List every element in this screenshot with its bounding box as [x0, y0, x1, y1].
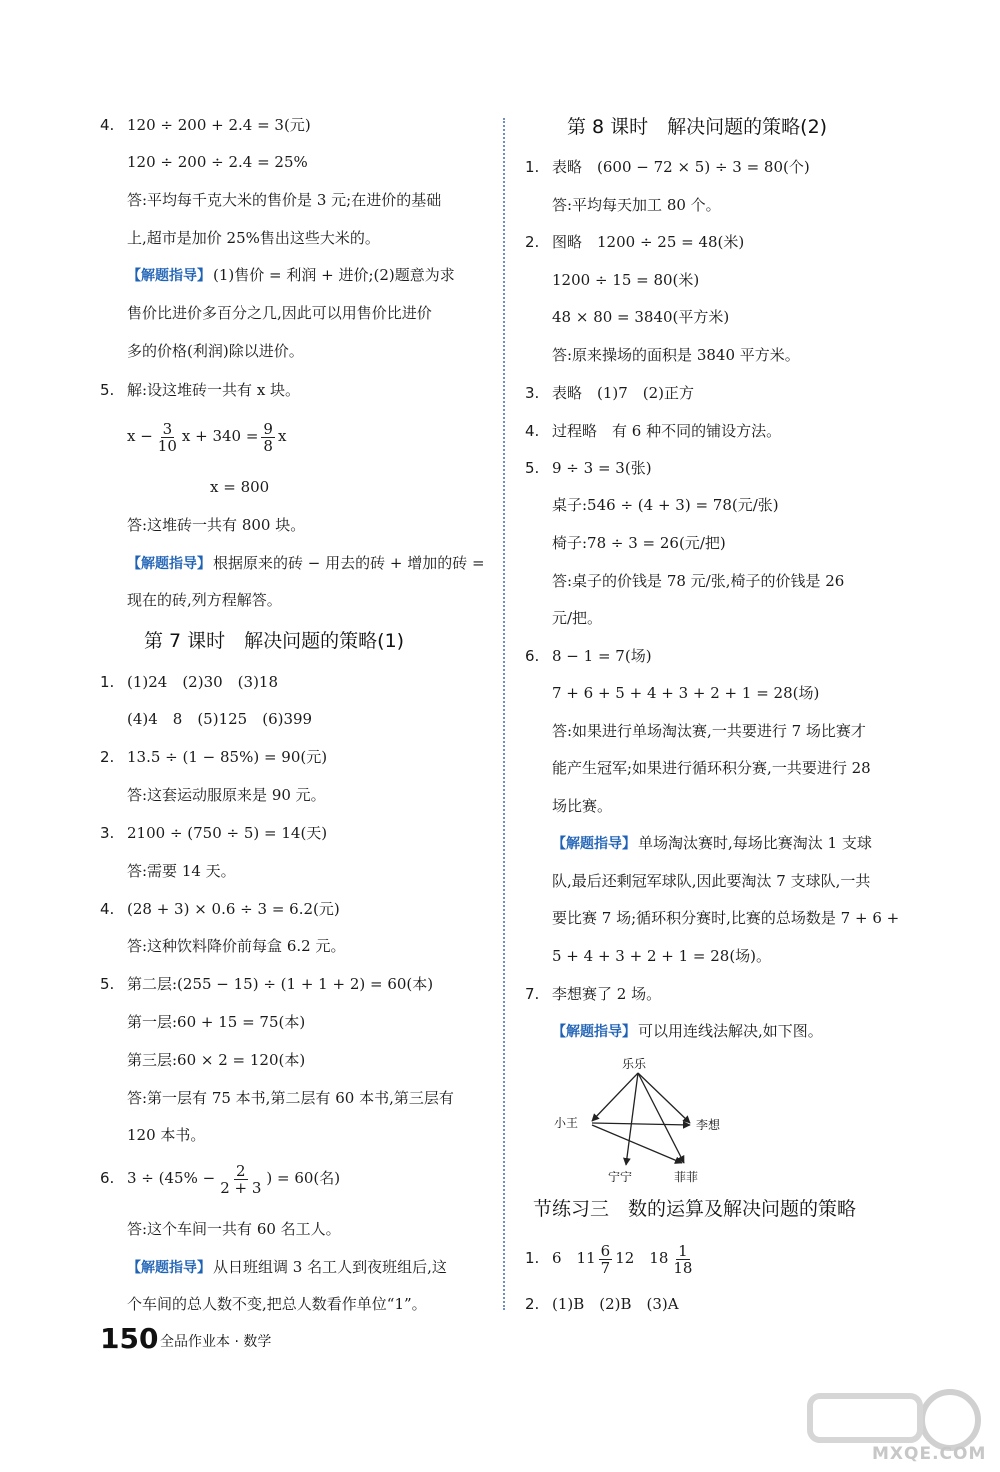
q5-equation: x − $\frac{3}{10}$ x + 340 = $\frac{9}{8}$ x — [127, 419, 287, 455]
q5-tip-1: 【解题指导】 根据原来的砖 − 用去的砖 + 增加的砖 = — [127, 552, 485, 575]
q4-tip-3: 多的价格(利润)除以进价。 — [127, 342, 304, 360]
node-lele: 乐乐 — [622, 1057, 647, 1071]
s7-q5-line-3: 第三层:60 × 2 = 120(本) — [127, 1051, 306, 1069]
s7-q4-line-1: 4. (28 + 3) × 0.6 ÷ 3 = 6.2(元) — [100, 900, 340, 918]
page-number: 150 — [100, 1322, 159, 1355]
node-ningning: 宁宁 — [608, 1170, 633, 1184]
s8-q7-tip-1: 【解题指导】 可以用连线法解决,如下图。 — [552, 1020, 823, 1043]
book-title: 全品作业本 · 数学 — [160, 1334, 272, 1350]
s7-q2-line-1: 2. 13.5 ÷ (1 − 85%) = 90(元) — [100, 748, 328, 766]
fraction: $\frac{6}{7}$ — [600, 1241, 611, 1277]
s7-q4-answer: 答:这种饮料降价前每盒 6.2 元。 — [127, 937, 346, 955]
s8-q5-line-1: 5. 9 ÷ 3 = 3(张) — [525, 459, 652, 477]
match-diagram — [550, 1055, 740, 1185]
s8-q6-answer-3: 场比赛。 — [552, 797, 613, 815]
fraction: $\frac{2}{2 + 3}$ — [220, 1161, 262, 1197]
s8-q6-answer-1: 答:如果进行单场淘汰赛,一共要进行 7 场比赛才 — [552, 722, 866, 740]
s8-q4-line-1: 4. 过程略 有 6 种不同的铺设方法。 — [525, 422, 782, 440]
s7-q5-line-1: 5. 第二层:(255 − 15) ÷ (1 + 1 + 2) = 60(本) — [100, 975, 434, 993]
s8-q6-tip-2: 队,最后还剩冠军球队,因此要淘汰 7 支球队,一共 — [552, 872, 871, 890]
fraction: $\frac{1}{18}$ — [673, 1241, 693, 1277]
edge-xiaowang-feifei — [592, 1125, 682, 1163]
s7-q6-answer: 答:这个车间一共有 60 名工人。 — [127, 1220, 341, 1238]
node-xiaowang: 小王 — [554, 1116, 579, 1130]
s8-q5-answer-1: 答:桌子的价钱是 78 元/张,椅子的价钱是 26 — [552, 572, 845, 590]
edge-xiaowang-lixiang — [592, 1123, 690, 1125]
s7-q5-line-2: 第一层:60 + 15 = 75(本) — [127, 1013, 306, 1031]
q4-answer-2: 上,超市是加价 25%售出这些大米的。 — [127, 229, 380, 247]
section-7-title: 第 7 课时 解决问题的策略(1) — [144, 630, 405, 652]
q5-answer: 答:这堆砖一共有 800 块。 — [127, 516, 306, 534]
s8-q6-line-1: 6. 8 − 1 = 7(场) — [525, 647, 652, 665]
section-8-title: 第 8 课时 解决问题的策略(2) — [567, 116, 828, 138]
solution-guide-label: 【解题指导】 — [127, 268, 211, 284]
s8-q6-tip-3: 要比赛 7 场;循环积分赛时,比赛的总场数是 7 + 6 + — [552, 909, 900, 927]
q4-answer-1: 答:平均每千克大米的售价是 3 元;在进价的基础 — [127, 191, 442, 209]
s8-q1-line-1: 1. 表略 (600 − 72 × 5) ÷ 3 = 80(个) — [525, 158, 810, 176]
s8-q2-line-2: 1200 ÷ 15 = 80(米) — [552, 271, 700, 289]
fraction: $\frac{9}{8}$ — [263, 419, 273, 455]
s7-q5-answer-1: 答:第一层有 75 本书,第二层有 60 本书,第三层有 — [127, 1089, 454, 1107]
edge-lele-lixiang — [638, 1073, 690, 1123]
column-divider — [503, 118, 505, 1310]
watermark-logo — [800, 1386, 990, 1470]
fraction: $\frac{3}{10}$ — [157, 419, 177, 455]
ex-q1-line-1: 1. 6 11 $\frac{6}{7}$ 12 18 $\frac{1}{18}$ — [525, 1241, 693, 1277]
edge-lele-xiaowang — [592, 1073, 638, 1121]
node-lixiang: 李想 — [696, 1118, 721, 1132]
s8-q6-answer-2: 能产生冠军;如果进行循环积分赛,一共要进行 28 — [552, 759, 871, 777]
solution-guide-label: 【解题指导】 — [552, 1024, 636, 1040]
s7-q3-answer: 答:需要 14 天。 — [127, 862, 236, 880]
q5-line-1: 5. 解:设这堆砖一共有 x 块。 — [100, 381, 301, 399]
s8-q3-line-1: 3. 表略 (1)7 (2)正方 — [525, 384, 695, 402]
edge-lele-ningning — [626, 1073, 638, 1165]
exercise-3-title: 节练习三 数的运算及解决问题的策略 — [533, 1198, 857, 1220]
s8-q1-answer: 答:平均每天加工 80 个。 — [552, 196, 721, 214]
s8-q6-tip-1: 【解题指导】 单场淘汰赛时,每场比赛淘汰 1 支球 — [552, 832, 872, 855]
s7-q6-tip-1: 【解题指导】 从日班组调 3 名工人到夜班组后,这 — [127, 1256, 447, 1279]
s8-q2-line-3: 48 × 80 = 3840(平方米) — [552, 308, 730, 326]
q5-solution: x = 800 — [210, 478, 270, 496]
s7-q2-answer: 答:这套运动服原来是 90 元。 — [127, 786, 326, 804]
ex-q2-line-1: 2. (1)B (2)B (3)A — [525, 1295, 679, 1313]
s7-q3-line-1: 3. 2100 ÷ (750 ÷ 5) = 14(天) — [100, 824, 328, 842]
s8-q7-line-1: 7. 李想赛了 2 场。 — [525, 985, 662, 1003]
s7-q1-line-2: (4)4 8 (5)125 (6)399 — [127, 710, 313, 728]
q4-line-2: 120 ÷ 200 ÷ 2.4 = 25% — [127, 153, 308, 171]
solution-guide-label: 【解题指导】 — [127, 1260, 211, 1276]
s7-q6-tip-2: 个车间的总人数不变,把总人数看作单位“1”。 — [127, 1295, 427, 1313]
s8-q2-line-1: 2. 图略 1200 ÷ 25 = 48(米) — [525, 233, 745, 251]
s7-q5-answer-2: 120 本书。 — [127, 1126, 206, 1144]
q4-line-1: 4. 120 ÷ 200 + 2.4 = 3(元) — [100, 116, 311, 134]
s8-q5-answer-2: 元/把。 — [552, 609, 603, 627]
s8-q6-tip-4: 5 + 4 + 3 + 2 + 1 = 28(场)。 — [552, 947, 772, 965]
s7-q1-line-1: 1. (1)24 (2)30 (3)18 — [100, 673, 279, 691]
edge-lele-feifei — [638, 1073, 684, 1163]
q4-tip-1: 【解题指导】 (1)售价 = 利润 + 进价;(2)题意为求 — [127, 264, 455, 287]
solution-guide-label: 【解题指导】 — [127, 556, 211, 572]
s8-q5-line-2: 桌子:546 ÷ (4 + 3) = 78(元/张) — [552, 496, 779, 514]
s7-q6-line-1: 6. 3 ÷ (45% − $\frac{2}{2 + 3}$ ) = 60(名) — [100, 1161, 341, 1197]
node-feifei: 菲菲 — [674, 1170, 699, 1184]
watermark-text: MXQE.COM — [872, 1444, 987, 1464]
q5-tip-2: 现在的砖,列方程解答。 — [127, 591, 282, 609]
s8-q5-line-3: 椅子:78 ÷ 3 = 26(元/把) — [552, 534, 726, 552]
s8-q2-answer: 答:原来操场的面积是 3840 平方米。 — [552, 346, 800, 364]
s8-q6-line-2: 7 + 6 + 5 + 4 + 3 + 2 + 1 = 28(场) — [552, 684, 820, 702]
solution-guide-label: 【解题指导】 — [552, 836, 636, 852]
q4-tip-2: 售价比进价多百分之几,因此可以用售价比进价 — [127, 304, 432, 322]
